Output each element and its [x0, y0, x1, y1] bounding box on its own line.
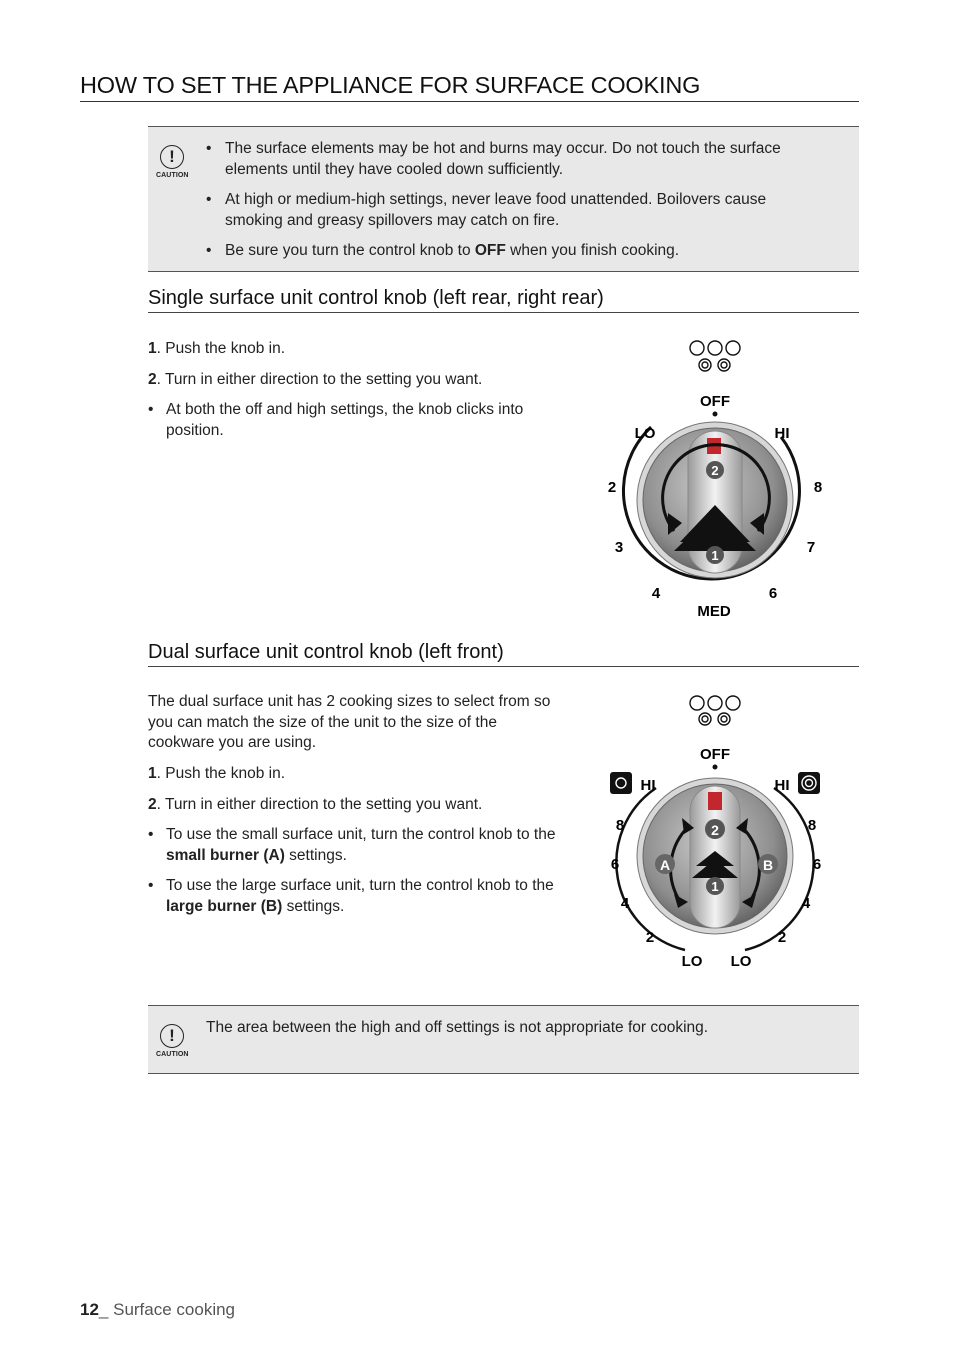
dual-intro: The dual surface unit has 2 cooking sizes to select from so you can match the size of the unit to the size of the cookware you are using. — [148, 693, 551, 751]
svg-text:6: 6 — [812, 856, 822, 873]
label-hi: HI — [774, 425, 790, 442]
svg-text:4: 4 — [651, 585, 661, 602]
burner-indicator-icon — [690, 696, 740, 725]
caution-icon — [156, 145, 188, 179]
section-heading-single: Single surface unit control knob (left rear, right rear) — [148, 287, 859, 313]
single-knob-diagram — [588, 335, 848, 625]
svg-text:2: 2 — [645, 929, 655, 946]
page-title: HOW TO SET THE APPLIANCE FOR SURFACE COOKING — [80, 72, 859, 102]
svg-text:1: 1 — [711, 879, 719, 894]
caution-box — [148, 1005, 859, 1074]
large-burner-icon — [798, 772, 820, 794]
caution-icon — [156, 1024, 188, 1058]
small-burner-icon — [610, 772, 632, 794]
svg-text:8: 8 — [807, 817, 817, 834]
svg-text:8: 8 — [813, 479, 823, 496]
label-b: B — [762, 857, 774, 873]
svg-text:LO: LO — [681, 953, 703, 970]
caution-label: CAUTION — [156, 1051, 189, 1058]
svg-text:2: 2 — [777, 929, 787, 946]
label-med: MED — [697, 603, 731, 620]
svg-text:3: 3 — [614, 539, 624, 556]
section-heading-dual: Dual surface unit control knob (left front) — [148, 641, 859, 667]
svg-text:4: 4 — [801, 895, 811, 912]
exclamation-icon: ! — [160, 145, 184, 169]
indicator-mark — [708, 792, 722, 810]
step-1: 1. Push the knob in. — [148, 765, 286, 782]
svg-text:4: 4 — [620, 895, 630, 912]
caution-label: CAUTION — [156, 172, 189, 179]
svg-text:2: 2 — [711, 822, 719, 838]
label-off: OFF — [700, 393, 730, 410]
svg-text:8: 8 — [615, 817, 625, 834]
exclamation-icon: ! — [160, 1024, 184, 1048]
footer-section: _ Surface cooking — [98, 1300, 236, 1319]
svg-text:LO: LO — [730, 953, 752, 970]
svg-text:6: 6 — [610, 856, 620, 873]
svg-text:7: 7 — [806, 539, 816, 556]
svg-text:HI: HI — [774, 777, 790, 794]
dual-knob-diagram — [588, 688, 848, 978]
svg-text:2: 2 — [607, 479, 617, 496]
step-2: 2. Turn in either direction to the setting you want. — [148, 371, 483, 388]
svg-text:2: 2 — [711, 463, 719, 478]
svg-text:6: 6 — [768, 585, 778, 602]
step-2: 2. Turn in either direction to the setting you want. — [148, 796, 483, 813]
caution-box: ! CAUTION • The surface elements may be hot and burns may occur. Do not touch the surface elements until they have cooled down sufficiently. • At high or medium-high settings, never leave food unattended. Boilovers cause smoking and greasy spillovers may catch on fire. • Be sure you turn the control knob to OFF when you finish cooking. — [148, 126, 859, 272]
step-1: 1. Push the knob in. — [148, 340, 286, 357]
svg-text:HI: HI — [640, 777, 656, 794]
label-a: A — [659, 857, 671, 873]
burner-indicator-icon — [690, 341, 740, 371]
label-lo: LO — [634, 425, 656, 442]
svg-text:1: 1 — [711, 548, 719, 563]
page-footer — [80, 1300, 235, 1320]
page-number: 12 — [80, 1300, 99, 1319]
caution-text: The area between the high and off settings is not appropriate for cooking. — [206, 1019, 709, 1036]
label-off: OFF — [700, 746, 730, 763]
